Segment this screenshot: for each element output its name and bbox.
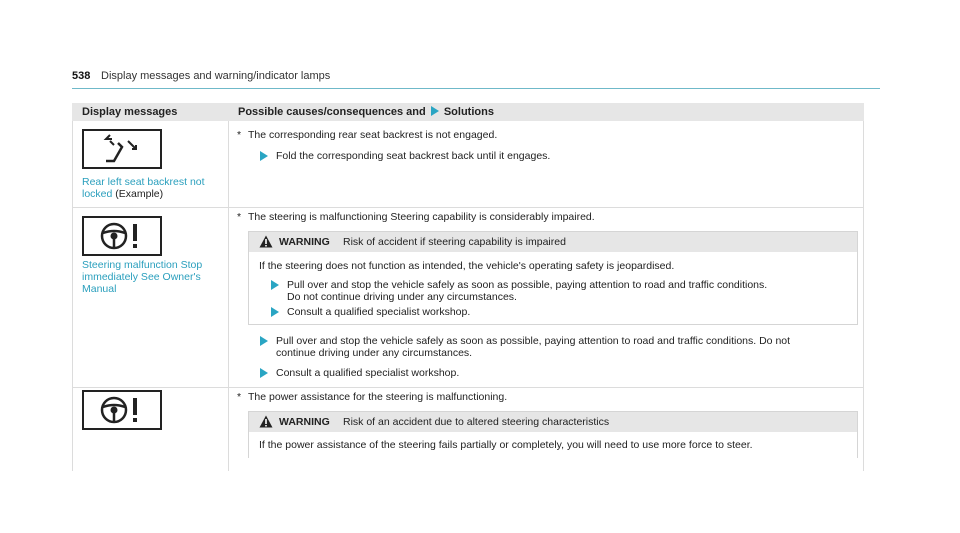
step-text: Consult a qualified specialist workshop. — [276, 367, 460, 379]
cause-text: The corresponding rear seat backrest is not engaged. — [248, 129, 498, 141]
table-header — [72, 103, 864, 121]
warning-step-text: Consult a qualified specialist workshop. — [287, 306, 471, 318]
warning-risk: Risk of accident if steering capability is impaired — [343, 236, 566, 248]
step-text: Fold the corresponding seat backrest back until it engages. — [276, 150, 551, 162]
page-number: 538 — [72, 70, 91, 82]
warning-step-text-cont: Do not continue driving under any circumstances. — [287, 291, 517, 303]
warning-text: If the power assistance of the steering fails partially or completely, you will need to use more force to steer. — [259, 439, 753, 451]
step-text-cont: continue driving under any circumstances. — [276, 347, 473, 359]
table-row — [72, 121, 864, 208]
warning-triangle-icon — [259, 235, 273, 248]
cause-text: The power assistance for the steering is malfunctioning. — [248, 391, 508, 403]
steering-warning-icon — [82, 216, 162, 256]
page-header — [72, 70, 880, 89]
step-text: Pull over and stop the vehicle safely as soon as possible, paying attention to road and traffic conditions. Do not — [276, 335, 791, 347]
message-text: Steering malfunction Stop immediately See Owner's Manual — [82, 259, 203, 295]
cause-text: The steering is malfunctioning Steering capability is considerably impaired. — [248, 211, 595, 223]
step-arrow-icon — [271, 280, 279, 290]
col-solutions-header-text: Possible causes/consequences and — [238, 106, 426, 118]
col-solutions-header — [238, 106, 494, 118]
seat-backrest-icon — [82, 129, 162, 169]
asterisk: * — [237, 211, 242, 223]
arrow-icon — [431, 106, 439, 116]
message-label: Rear left seat backrest not locked — [82, 176, 205, 200]
warning-risk: Risk of an accident due to altered steering characteristics — [343, 416, 610, 428]
warning-header — [249, 412, 857, 432]
warning-step-text: Pull over and stop the vehicle safely as soon as possible, paying attention to road and traffic conditions. — [287, 279, 768, 291]
message-text — [82, 176, 222, 200]
warning-header — [249, 232, 857, 252]
col-solutions-header-text2: Solutions — [443, 106, 494, 118]
warning-box — [248, 411, 858, 458]
asterisk: * — [237, 129, 242, 141]
step-arrow-icon — [260, 336, 268, 346]
step-arrow-icon — [260, 368, 268, 378]
steering-warning-icon — [82, 390, 162, 430]
warning-text: If the steering does not function as intended, the vehicle's operating safety is jeopardised. — [259, 260, 675, 272]
warning-box — [248, 231, 858, 325]
asterisk: * — [237, 391, 242, 403]
warning-label: WARNING — [279, 416, 330, 428]
col-display-messages-header: Display messages — [82, 106, 178, 118]
table-row — [72, 207, 864, 388]
page-title: Display messages and warning/indicator lamps — [101, 70, 331, 82]
warning-triangle-icon — [259, 415, 273, 428]
table-row — [72, 387, 864, 457]
message-suffix: (Example) — [115, 188, 164, 200]
warning-label: WARNING — [279, 236, 330, 248]
step-arrow-icon — [271, 307, 279, 317]
step-arrow-icon — [260, 151, 268, 161]
